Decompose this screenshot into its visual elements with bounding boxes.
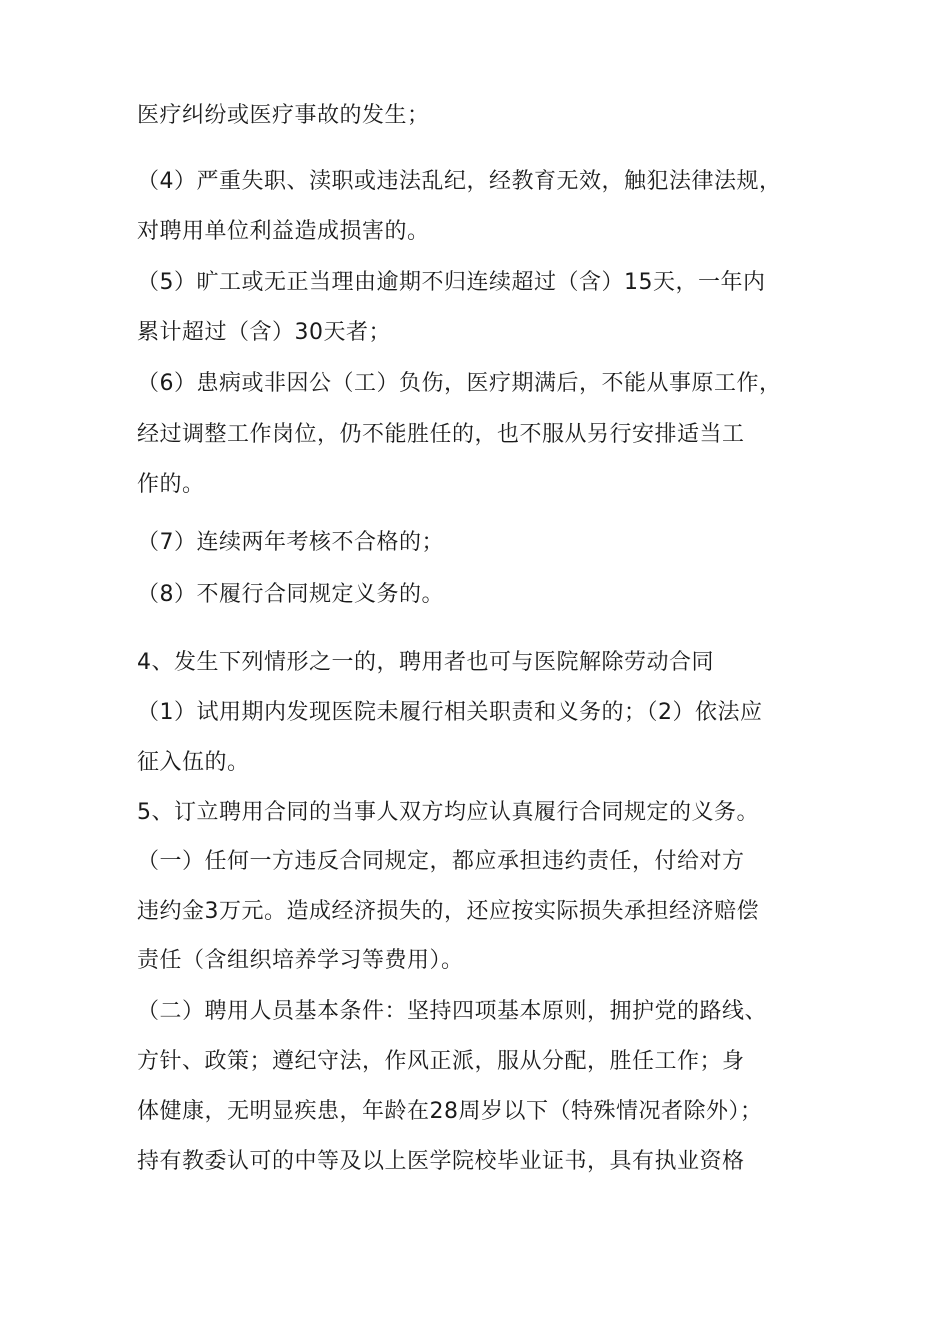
text-line: 持有教委认可的中等及以上医学院校毕业证书，具有执业资格 bbox=[137, 1149, 745, 1174]
text-line: （8）不履行合同规定义务的。 bbox=[137, 582, 444, 607]
text-line: 累计超过（含）30天者； bbox=[137, 320, 391, 345]
text-line: （7）连续两年考核不合格的； bbox=[137, 530, 444, 555]
text-line: 作的。 bbox=[137, 472, 205, 497]
text-line: 责任（含组织培养学习等费用）。 bbox=[137, 948, 464, 973]
text-line: （5）旷工或无正当理由逾期不归连续超过（含）15天，一年内 bbox=[137, 270, 766, 295]
text-line: 违约金3万元。造成经济损失的，还应按实际损失承担经济赔偿 bbox=[137, 899, 759, 924]
text-line: 4、发生下列情形之一的，聘用者也可与医院解除劳动合同 bbox=[137, 650, 714, 675]
text-line: 5、订立聘用合同的当事人双方均应认真履行合同规定的义务。 bbox=[137, 800, 759, 825]
text-line: 征入伍的。 bbox=[137, 750, 250, 775]
text-line: 医疗纠纷或医疗事故的发生； bbox=[137, 103, 430, 128]
text-line: （4）严重失职、渎职或违法乱纪，经教育无效，触犯法律法规， bbox=[137, 169, 782, 194]
text-line: （一）任何一方违反合同规定，都应承担违约责任，付给对方 bbox=[137, 849, 745, 874]
text-line: 经过调整工作岗位，仍不能胜任的，也不服从另行安排适当工 bbox=[137, 422, 745, 447]
text-line: 方针、政策；遵纪守法，作风正派，服从分配，胜任工作；身 bbox=[137, 1049, 745, 1074]
text-line: （1）试用期内发现医院未履行相关职责和义务的；（2）依法应 bbox=[137, 700, 763, 725]
text-line: 体健康，无明显疾患，年龄在28周岁以下（特殊情况者除外）； bbox=[137, 1099, 763, 1124]
text-line: （6）患病或非因公（工）负伤，医疗期满后，不能从事原工作， bbox=[137, 371, 782, 396]
text-line: （二）聘用人员基本条件：坚持四项基本原则，拥护党的路线、 bbox=[137, 999, 768, 1024]
text-line: 对聘用单位利益造成损害的。 bbox=[137, 219, 430, 244]
